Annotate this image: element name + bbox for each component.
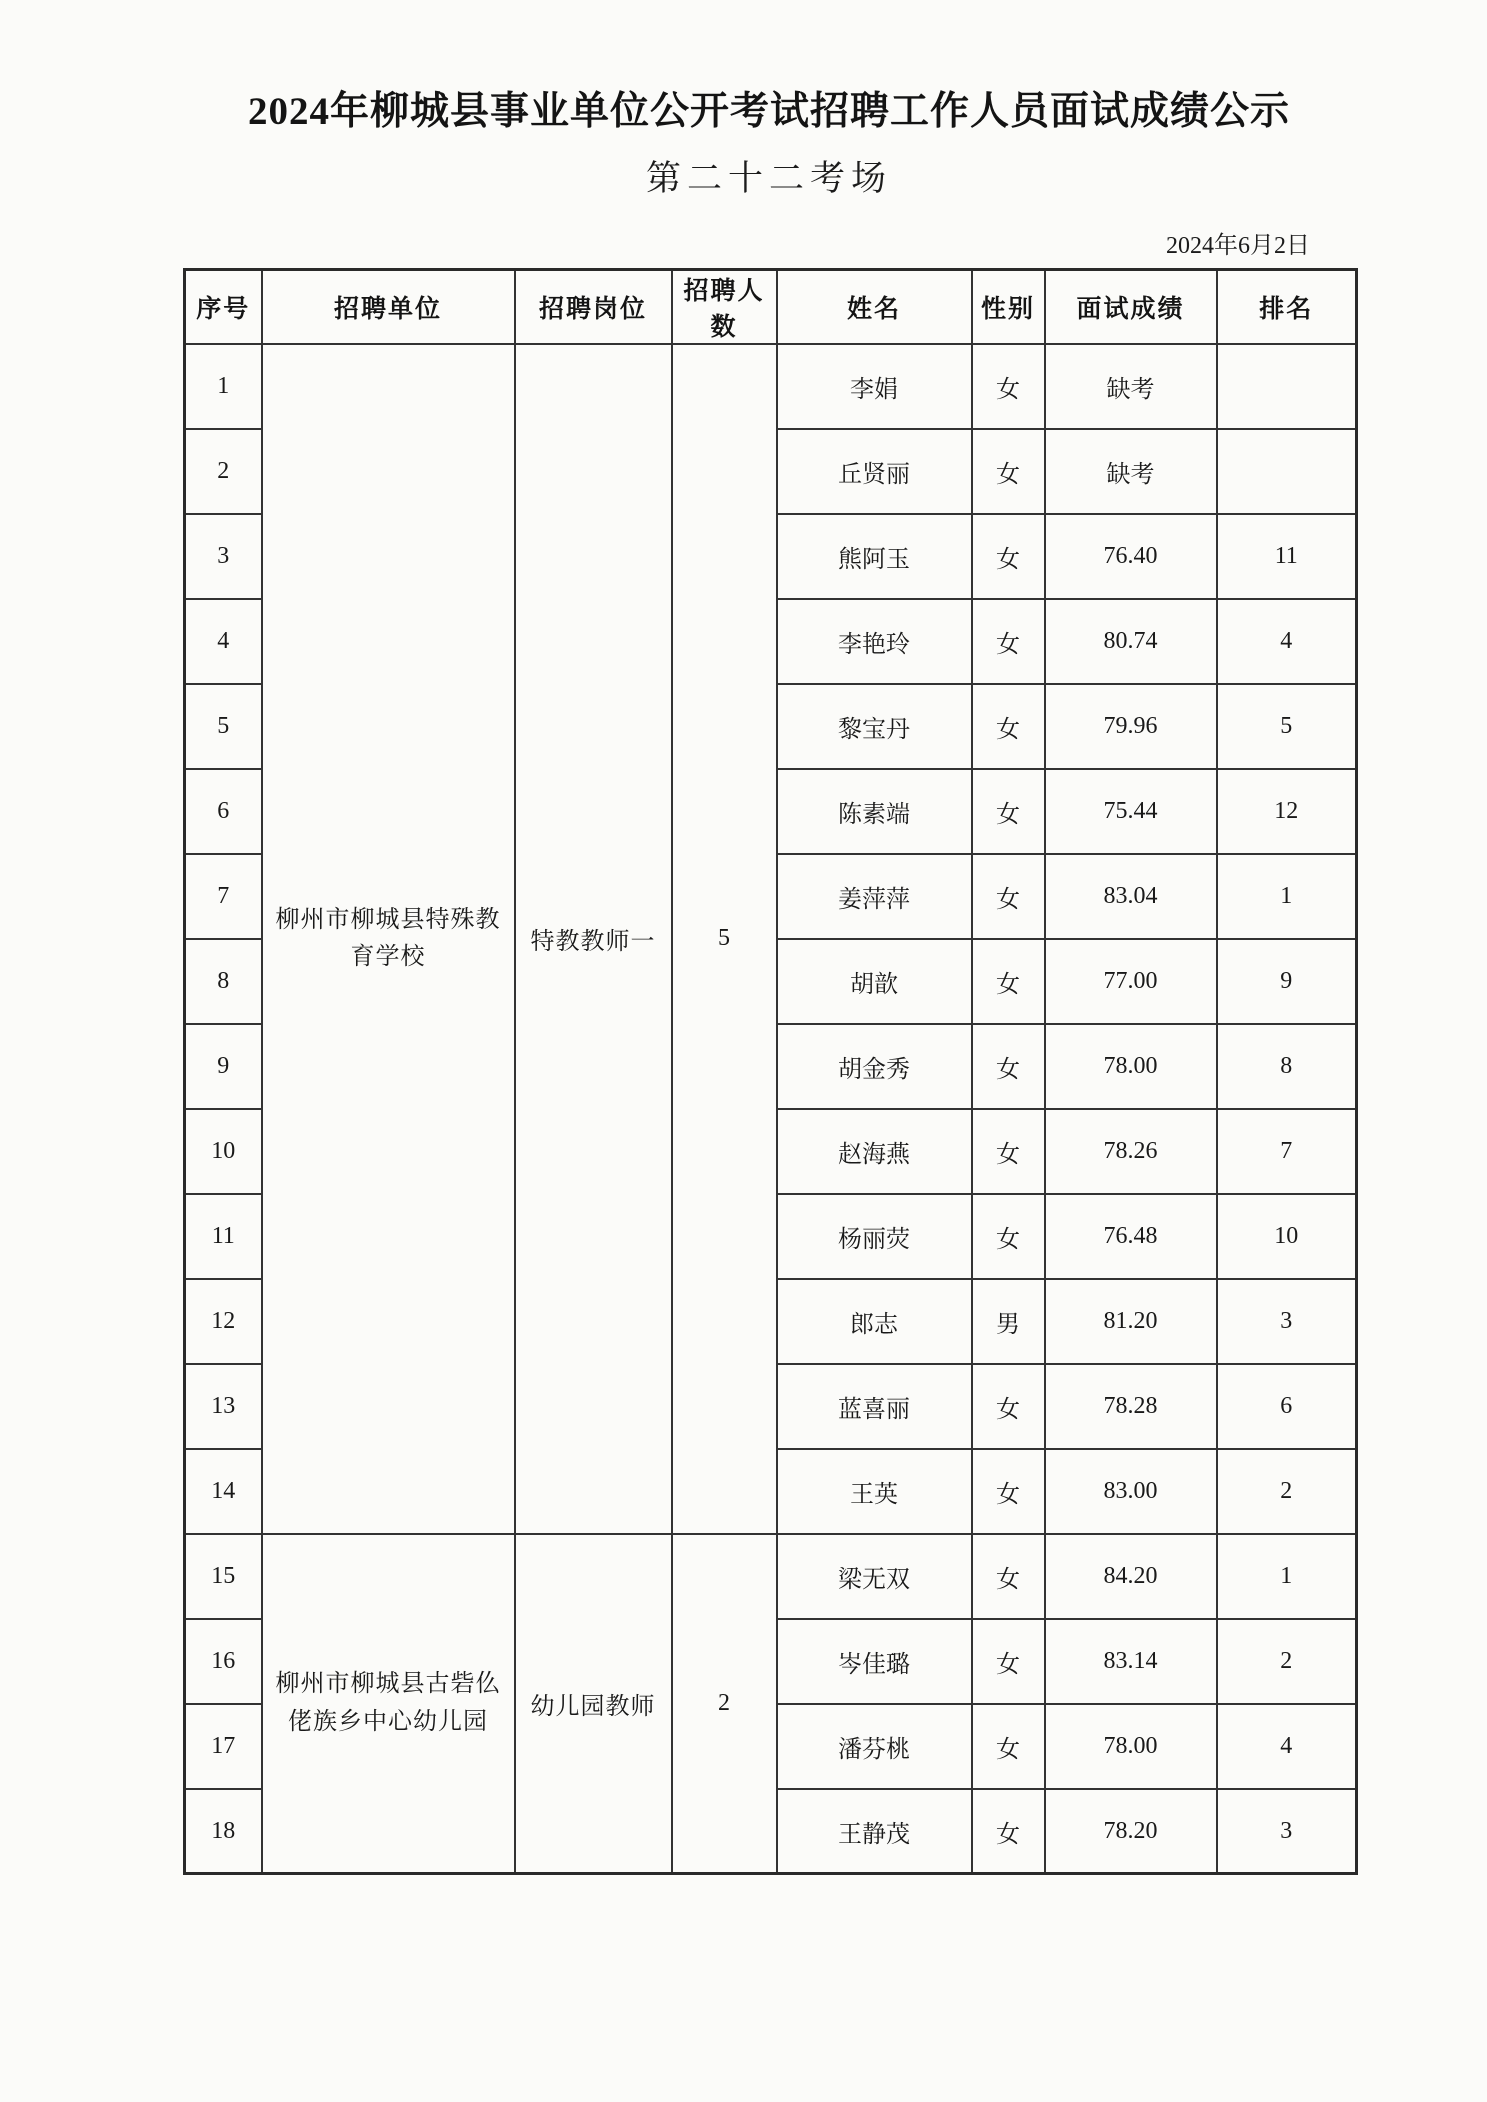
score-cell: 78.00 bbox=[1045, 1024, 1217, 1109]
score-cell: 缺考 bbox=[1045, 344, 1217, 429]
score-cell: 缺考 bbox=[1045, 429, 1217, 514]
rank-cell: 6 bbox=[1217, 1364, 1357, 1449]
gender-cell: 女 bbox=[972, 1789, 1045, 1874]
position-cell: 特教教师一 bbox=[515, 344, 672, 1534]
document-date: 2024年6月2日 bbox=[1166, 232, 1310, 259]
row-number-cell: 15 bbox=[185, 1534, 262, 1619]
score-cell: 80.74 bbox=[1045, 599, 1217, 684]
rank-cell: 4 bbox=[1217, 599, 1357, 684]
rank-cell: 5 bbox=[1217, 684, 1357, 769]
rank-cell: 7 bbox=[1217, 1109, 1357, 1194]
gender-cell: 女 bbox=[972, 939, 1045, 1024]
header-cell-name: 姓名 bbox=[777, 269, 972, 344]
header-cell-count: 招聘人数 bbox=[672, 269, 777, 344]
gender-cell: 女 bbox=[972, 684, 1045, 769]
gender-cell: 女 bbox=[972, 1194, 1045, 1279]
gender-cell: 女 bbox=[972, 344, 1045, 429]
gender-cell: 女 bbox=[972, 1534, 1045, 1619]
rank-cell: 12 bbox=[1217, 769, 1357, 854]
name-cell: 熊阿玉 bbox=[777, 514, 972, 599]
score-cell: 78.26 bbox=[1045, 1109, 1217, 1194]
name-cell: 岑佳璐 bbox=[777, 1619, 972, 1704]
row-number-cell: 11 bbox=[185, 1194, 262, 1279]
name-cell: 杨丽荧 bbox=[777, 1194, 972, 1279]
exam-room-subtitle: 第二十二考场 bbox=[645, 158, 892, 198]
gender-cell: 女 bbox=[972, 1619, 1045, 1704]
name-cell: 姜萍萍 bbox=[777, 854, 972, 939]
rank-cell: 1 bbox=[1217, 1534, 1357, 1619]
name-cell: 王英 bbox=[777, 1449, 972, 1534]
rank-cell: 4 bbox=[1217, 1704, 1357, 1789]
name-cell: 潘芬桃 bbox=[777, 1704, 972, 1789]
table-row bbox=[185, 344, 1357, 429]
name-cell: 丘贤丽 bbox=[777, 429, 972, 514]
score-cell: 78.20 bbox=[1045, 1789, 1217, 1874]
row-number-cell: 7 bbox=[185, 854, 262, 939]
row-number-cell: 18 bbox=[185, 1789, 262, 1874]
header-cell-gender: 性别 bbox=[972, 269, 1045, 344]
table-row bbox=[185, 1534, 1357, 1619]
row-number-cell: 8 bbox=[185, 939, 262, 1024]
name-cell: 王静茂 bbox=[777, 1789, 972, 1874]
row-number-cell: 16 bbox=[185, 1619, 262, 1704]
name-cell: 陈素端 bbox=[777, 769, 972, 854]
score-cell: 77.00 bbox=[1045, 939, 1217, 1024]
score-cell: 81.20 bbox=[1045, 1279, 1217, 1364]
header-cell-score: 面试成绩 bbox=[1045, 269, 1217, 344]
name-cell: 赵海燕 bbox=[777, 1109, 972, 1194]
name-cell: 胡金秀 bbox=[777, 1024, 972, 1109]
score-cell: 76.48 bbox=[1045, 1194, 1217, 1279]
name-cell: 黎宝丹 bbox=[777, 684, 972, 769]
table-header bbox=[185, 269, 1357, 344]
score-cell: 78.28 bbox=[1045, 1364, 1217, 1449]
name-cell: 梁无双 bbox=[777, 1534, 972, 1619]
score-cell: 78.00 bbox=[1045, 1704, 1217, 1789]
score-cell: 76.40 bbox=[1045, 514, 1217, 599]
row-number-cell: 2 bbox=[185, 429, 262, 514]
gender-cell: 女 bbox=[972, 1024, 1045, 1109]
table-body bbox=[185, 344, 1357, 1874]
row-number-cell: 6 bbox=[185, 769, 262, 854]
table-header-row bbox=[185, 269, 1357, 344]
gender-cell: 男 bbox=[972, 1279, 1045, 1364]
header-cell-position: 招聘岗位 bbox=[515, 269, 672, 344]
gender-cell: 女 bbox=[972, 429, 1045, 514]
position-cell: 幼儿园教师 bbox=[515, 1534, 672, 1874]
header-cell-rank: 排名 bbox=[1217, 269, 1357, 344]
recruiting-unit-cell: 柳州市柳城县古砦仫佬族乡中心幼儿园 bbox=[262, 1534, 515, 1874]
rank-cell: 10 bbox=[1217, 1194, 1357, 1279]
gender-cell: 女 bbox=[972, 1704, 1045, 1789]
score-cell: 75.44 bbox=[1045, 769, 1217, 854]
gender-cell: 女 bbox=[972, 514, 1045, 599]
row-number-cell: 3 bbox=[185, 514, 262, 599]
score-cell: 84.20 bbox=[1045, 1534, 1217, 1619]
score-cell: 79.96 bbox=[1045, 684, 1217, 769]
rank-cell: 9 bbox=[1217, 939, 1357, 1024]
score-cell: 83.00 bbox=[1045, 1449, 1217, 1534]
rank-cell: 8 bbox=[1217, 1024, 1357, 1109]
interview-scores-table bbox=[183, 268, 1358, 1876]
row-number-cell: 12 bbox=[185, 1279, 262, 1364]
gender-cell: 女 bbox=[972, 1364, 1045, 1449]
header-cell-index: 序号 bbox=[185, 269, 262, 344]
row-number-cell: 9 bbox=[185, 1024, 262, 1109]
row-number-cell: 14 bbox=[185, 1449, 262, 1534]
rank-cell: 3 bbox=[1217, 1789, 1357, 1874]
row-number-cell: 1 bbox=[185, 344, 262, 429]
row-number-cell: 13 bbox=[185, 1364, 262, 1449]
gender-cell: 女 bbox=[972, 1449, 1045, 1534]
rank-cell: 2 bbox=[1217, 1619, 1357, 1704]
row-number-cell: 5 bbox=[185, 684, 262, 769]
rank-cell bbox=[1217, 429, 1357, 514]
rank-cell: 11 bbox=[1217, 514, 1357, 599]
rank-cell: 1 bbox=[1217, 854, 1357, 939]
gender-cell: 女 bbox=[972, 599, 1045, 684]
rank-cell bbox=[1217, 344, 1357, 429]
rank-cell: 2 bbox=[1217, 1449, 1357, 1534]
name-cell: 蓝喜丽 bbox=[777, 1364, 972, 1449]
document-content bbox=[183, 0, 1355, 1875]
gender-cell: 女 bbox=[972, 769, 1045, 854]
recruit-count-cell: 5 bbox=[672, 344, 777, 1534]
gender-cell: 女 bbox=[972, 854, 1045, 939]
row-number-cell: 10 bbox=[185, 1109, 262, 1194]
score-cell: 83.14 bbox=[1045, 1619, 1217, 1704]
document-title: 2024年柳城县事业单位公开考试招聘工作人员面试成绩公示 bbox=[247, 90, 1290, 133]
name-cell: 胡歆 bbox=[777, 939, 972, 1024]
name-cell: 郎志 bbox=[777, 1279, 972, 1364]
gender-cell: 女 bbox=[972, 1109, 1045, 1194]
row-number-cell: 4 bbox=[185, 599, 262, 684]
name-cell: 李娟 bbox=[777, 344, 972, 429]
recruit-count-cell: 2 bbox=[672, 1534, 777, 1874]
name-cell: 李艳玲 bbox=[777, 599, 972, 684]
rank-cell: 3 bbox=[1217, 1279, 1357, 1364]
recruiting-unit-cell: 柳州市柳城县特殊教育学校 bbox=[262, 344, 515, 1534]
header-cell-unit: 招聘单位 bbox=[262, 269, 515, 344]
score-cell: 83.04 bbox=[1045, 854, 1217, 939]
row-number-cell: 17 bbox=[185, 1704, 262, 1789]
